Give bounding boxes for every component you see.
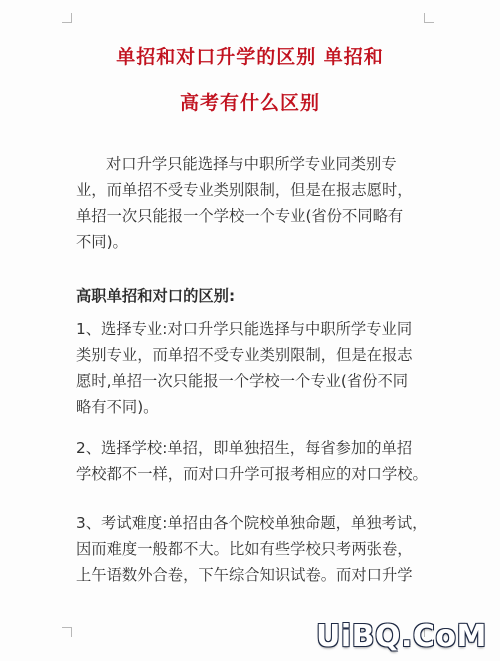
point-1-paragraph	[76, 316, 434, 420]
intro-line: 单招一次只能报一个学校一个专业(省份不同略有	[76, 207, 404, 225]
point-3-line: 上午语数外合卷，下午综合知识试卷。而对口升学	[76, 566, 413, 584]
crop-mark-top-right	[424, 13, 434, 23]
document-title-line-2: 高考有什么区别	[179, 92, 320, 114]
site-watermark: UiBQ.CoM	[316, 619, 487, 654]
point-3-line: 因而难度一般都不大。比如有些学校只考两张卷，	[76, 540, 413, 558]
intro-line: 对口升学只能选择与中职所学专业同类别专	[106, 155, 397, 173]
intro-line: 不同)。	[76, 233, 128, 251]
point-1-line: 类别专业，而单招不受专业类别限制，但是在报志	[76, 346, 413, 364]
point-1-line: 愿时,单招一次只能报一个学校一个专业(省份不同	[76, 372, 409, 390]
point-1-line: 1、选择专业:对口升学只能选择与中职所学专业同	[76, 320, 413, 338]
point-3-line: 3、考试难度:单招由各个院校单独命题，单独考试，	[76, 514, 428, 532]
document-title-line-1: 单招和对口升学的区别 单招和	[116, 46, 384, 68]
point-2-line: 2、选择学校:单招，即单独招生，每省参加的单招	[76, 439, 413, 457]
intro-paragraph	[76, 151, 434, 255]
point-2-line: 学校都不一样，而对口升学可报考相应的对口学校。	[76, 465, 428, 483]
point-2-paragraph	[76, 435, 434, 487]
point-1-line: 略有不同)。	[76, 398, 159, 416]
section-heading: 高职单招和对口的区别:	[76, 287, 236, 305]
point-3-paragraph	[76, 510, 434, 588]
crop-mark-top-left	[62, 13, 72, 23]
crop-mark-bottom-left	[62, 627, 72, 637]
intro-line: 业，而单招不受专业类别限制，但是在报志愿时，	[76, 181, 413, 199]
